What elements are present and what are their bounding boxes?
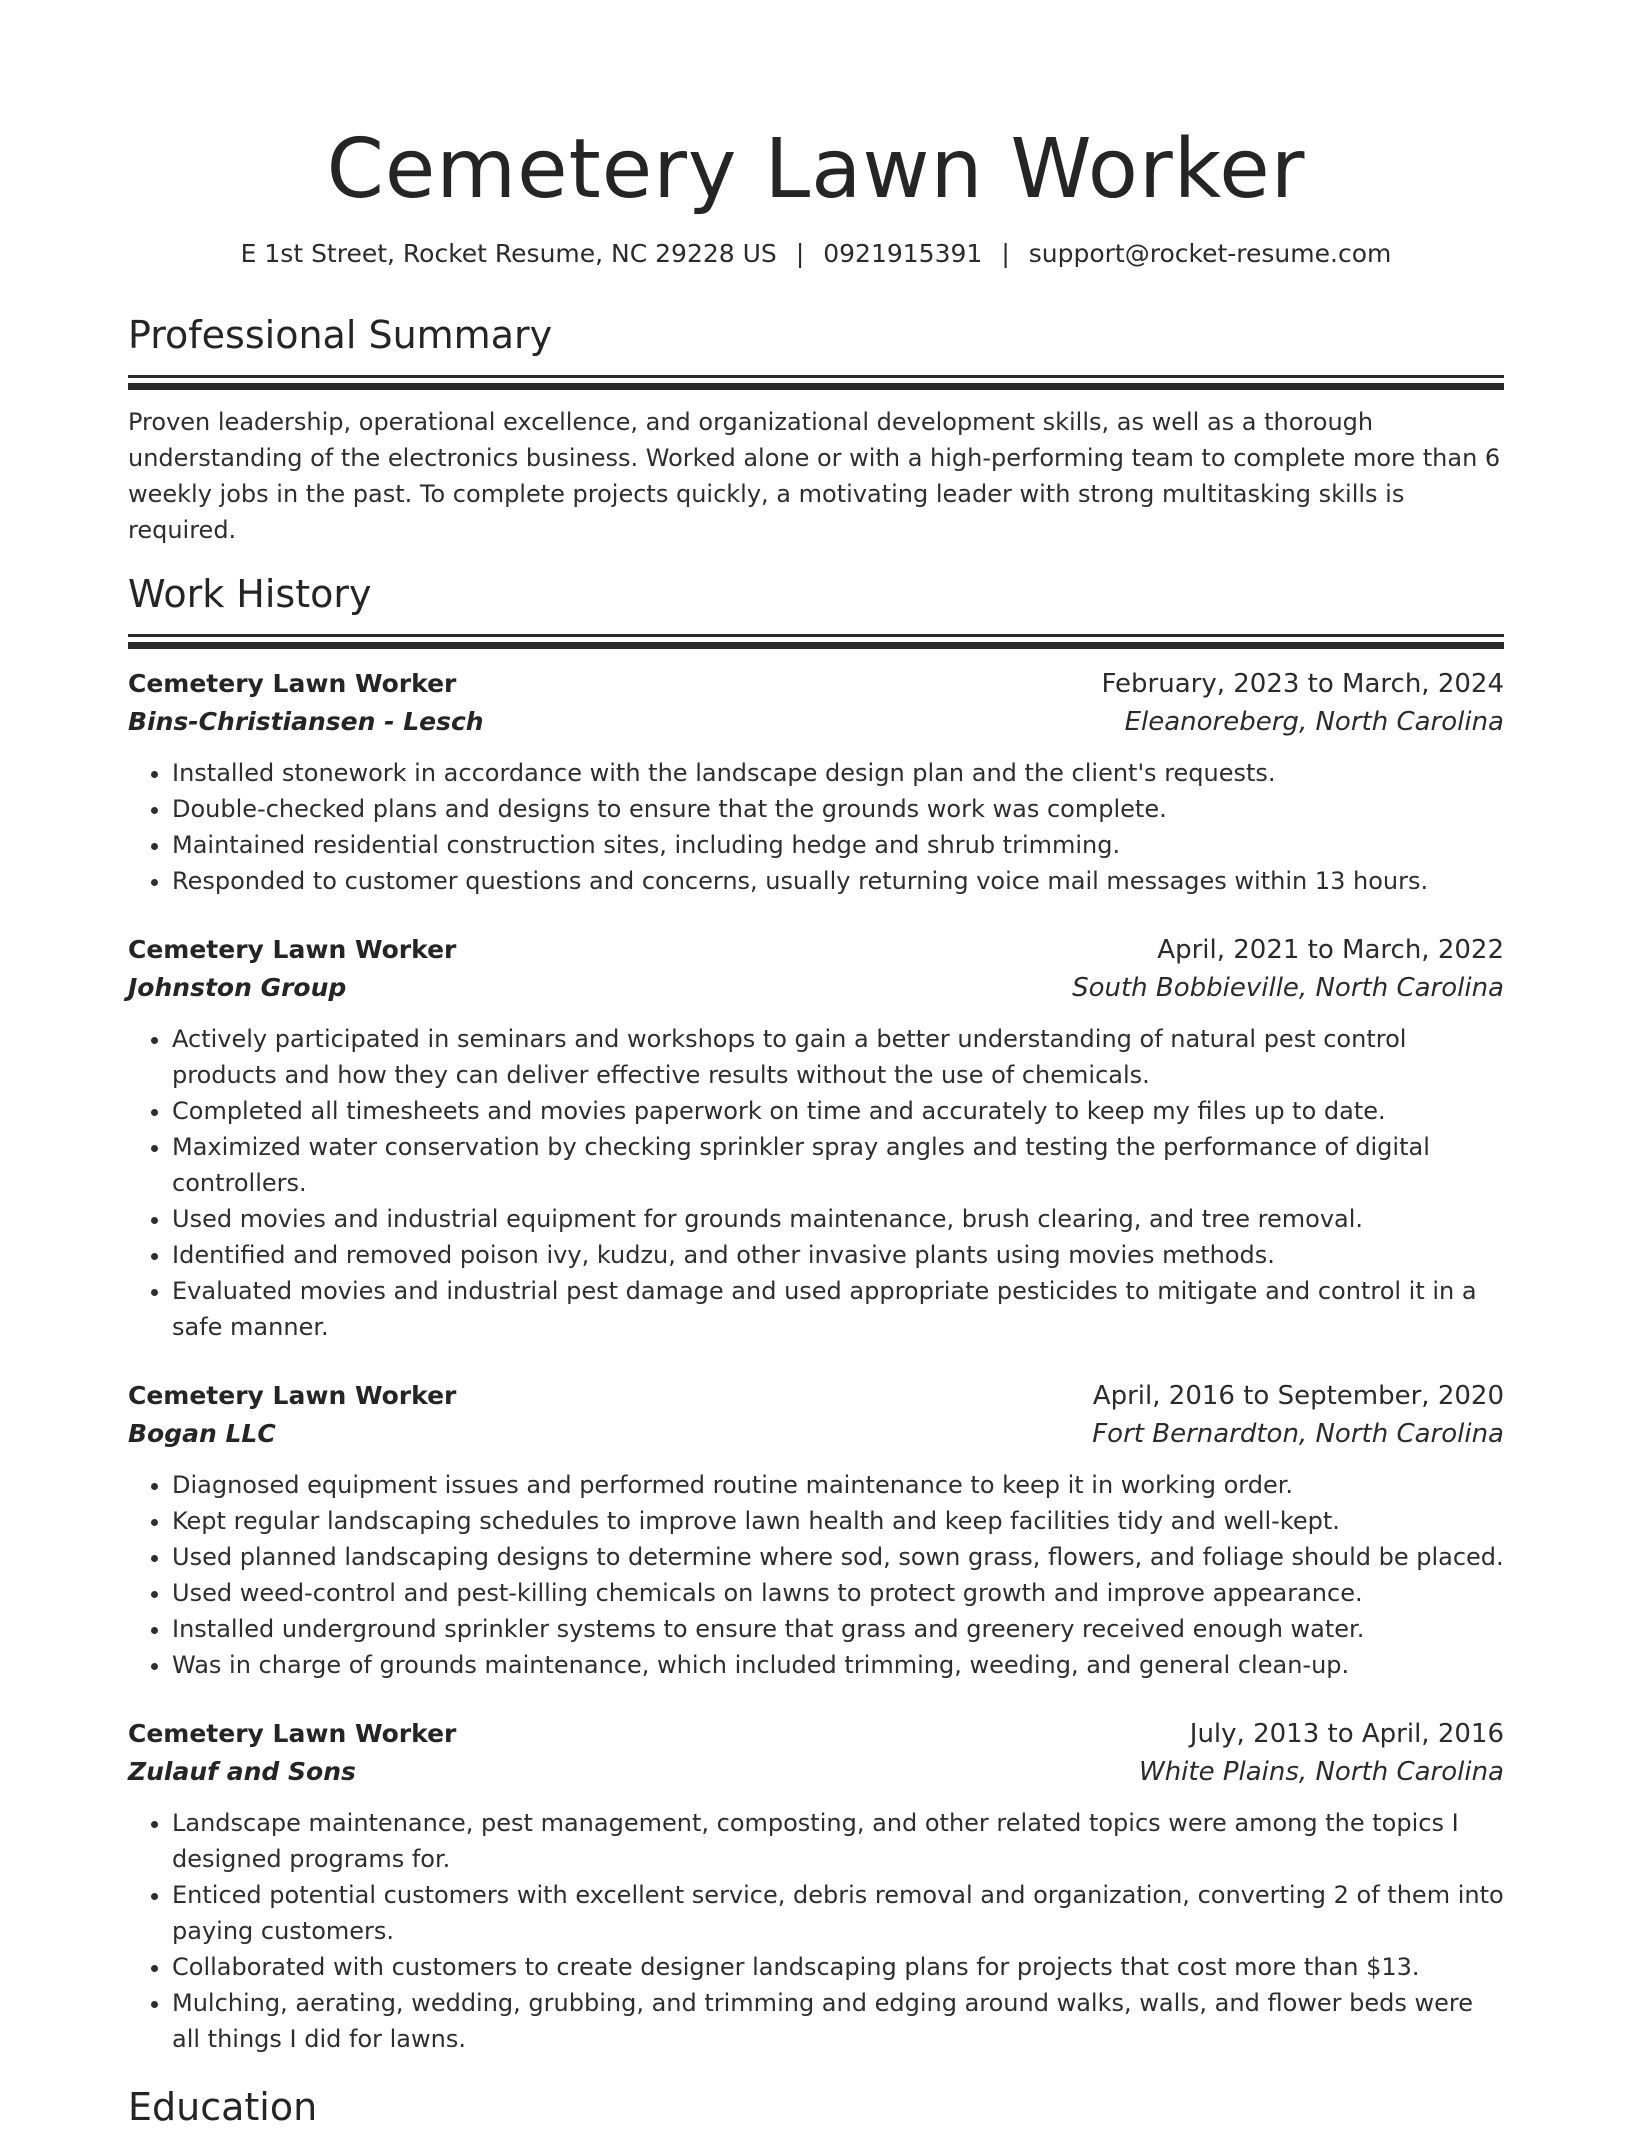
job-location: Fort Bernardton, North Carolina bbox=[1092, 1419, 1504, 1449]
job-location: White Plains, North Carolina bbox=[1138, 1757, 1504, 1787]
job-dates: July, 2013 to April, 2016 bbox=[1189, 1719, 1504, 1749]
section-divider bbox=[128, 375, 1504, 378]
job-bullets bbox=[128, 1021, 1504, 1345]
job-dates: April, 2016 to September, 2020 bbox=[1092, 1381, 1504, 1411]
job-bullet: • Used weed-control and pest-killing chemicals on lawns to protect growth and improve appearance. bbox=[172, 1575, 1504, 1611]
work-history-list bbox=[128, 665, 1504, 2057]
job-title: Cemetery Lawn Worker bbox=[128, 1719, 457, 1748]
job-bullets bbox=[128, 755, 1504, 899]
job-location: South Bobbieville, North Carolina bbox=[1072, 973, 1504, 1003]
job-entry bbox=[128, 931, 1504, 1345]
job-entry bbox=[128, 665, 1504, 899]
job-title: Cemetery Lawn Worker bbox=[128, 669, 457, 698]
job-bullet: • Double-checked plans and designs to ensure that the grounds work was complete. bbox=[172, 791, 1504, 827]
job-company: Johnston Group bbox=[128, 973, 347, 1002]
job-bullet: • Kept regular landscaping schedules to improve lawn health and keep facilities tidy and well-kept. bbox=[172, 1503, 1504, 1539]
contact-line bbox=[128, 237, 1504, 271]
contact-phone: 0921915391 bbox=[823, 239, 983, 268]
job-bullets bbox=[128, 1467, 1504, 1683]
job-bullet: • Mulching, aerating, wedding, grubbing, and trimming and edging around walks, walls, and flower beds were all things I did for lawns. bbox=[172, 1985, 1504, 2057]
job-company: Zulauf and Sons bbox=[128, 1757, 356, 1786]
contact-address: E 1st Street, Rocket Resume, NC 29228 US bbox=[240, 239, 777, 268]
job-location: Eleanoreberg, North Carolina bbox=[1124, 707, 1504, 737]
job-bullet: • Used planned landscaping designs to determine where sod, sown grass, flowers, and foliage should be placed. bbox=[172, 1539, 1504, 1575]
job-bullet: • Responded to customer questions and concerns, usually returning voice mail messages within 13 hours. bbox=[172, 863, 1504, 899]
contact-separator: | bbox=[795, 239, 805, 268]
section-divider-thick bbox=[128, 383, 1504, 390]
job-bullet: • Enticed potential customers with excellent service, debris removal and organization, converting 2 of them into paying customers. bbox=[172, 1877, 1504, 1949]
job-company: Bogan LLC bbox=[128, 1419, 276, 1448]
job-bullet: • Identified and removed poison ivy, kudzu, and other invasive plants using movies methods. bbox=[172, 1237, 1504, 1273]
job-bullet: • Evaluated movies and industrial pest damage and used appropriate pesticides to mitigate and control it in a safe manner. bbox=[172, 1273, 1504, 1345]
job-bullet: • Used movies and industrial equipment for grounds maintenance, brush clearing, and tree removal. bbox=[172, 1201, 1504, 1237]
job-bullet: • Maintained residential construction sites, including hedge and shrub trimming. bbox=[172, 827, 1504, 863]
job-bullet: • Completed all timesheets and movies paperwork on time and accurately to keep my files up to date. bbox=[172, 1093, 1504, 1129]
contact-email: support@rocket-resume.com bbox=[1028, 239, 1392, 268]
job-title: Cemetery Lawn Worker bbox=[128, 935, 457, 964]
job-company: Bins-Christiansen - Lesch bbox=[128, 707, 484, 736]
section-divider-thick bbox=[128, 642, 1504, 649]
job-entry bbox=[128, 1377, 1504, 1683]
job-bullet: • Maximized water conservation by checking sprinkler spray angles and testing the performance of digital controllers. bbox=[172, 1129, 1504, 1201]
section-divider bbox=[128, 634, 1504, 637]
job-bullet: • Was in charge of grounds maintenance, which included trimming, weeding, and general clean-up. bbox=[172, 1647, 1504, 1683]
job-bullet: • Installed underground sprinkler systems to ensure that grass and greenery received enough water. bbox=[172, 1611, 1504, 1647]
job-bullet: • Actively participated in seminars and workshops to gain a better understanding of natural pest control products and how they can deliver effective results without the use of chemicals. bbox=[172, 1021, 1504, 1093]
job-bullet: • Collaborated with customers to create designer landscaping plans for projects that cost more than $13. bbox=[172, 1949, 1504, 1985]
job-title: Cemetery Lawn Worker bbox=[128, 1381, 457, 1410]
job-dates: February, 2023 to March, 2024 bbox=[1101, 669, 1504, 699]
candidate-name: Cemetery Lawn Worker bbox=[326, 122, 1306, 217]
work-history-heading: Work History bbox=[128, 572, 372, 616]
job-entry bbox=[128, 1715, 1504, 2057]
job-bullet: • Landscape maintenance, pest management, composting, and other related topics were among the topics I designed programs for. bbox=[172, 1805, 1504, 1877]
job-dates: April, 2021 to March, 2022 bbox=[1157, 935, 1504, 965]
resume-page bbox=[128, 0, 1504, 2131]
summary-text: Proven leadership, operational excellence, and organizational development skills, as well as a thorough understanding of the electronics business. Worked alone or with a high-performing team to complete more than 6 weekly jobs in the past. To complete projects quickly, a motivating leader with strong multitasking skills is required. bbox=[128, 408, 1501, 544]
job-bullet: • Diagnosed equipment issues and performed routine maintenance to keep it in working order. bbox=[172, 1467, 1504, 1503]
contact-separator: | bbox=[1001, 239, 1010, 268]
job-bullet: • Installed stonework in accordance with the landscape design plan and the client's requests. bbox=[172, 755, 1504, 791]
job-bullets bbox=[128, 1805, 1504, 2057]
summary-heading: Professional Summary bbox=[128, 313, 553, 357]
education-heading: Education bbox=[128, 2085, 318, 2129]
